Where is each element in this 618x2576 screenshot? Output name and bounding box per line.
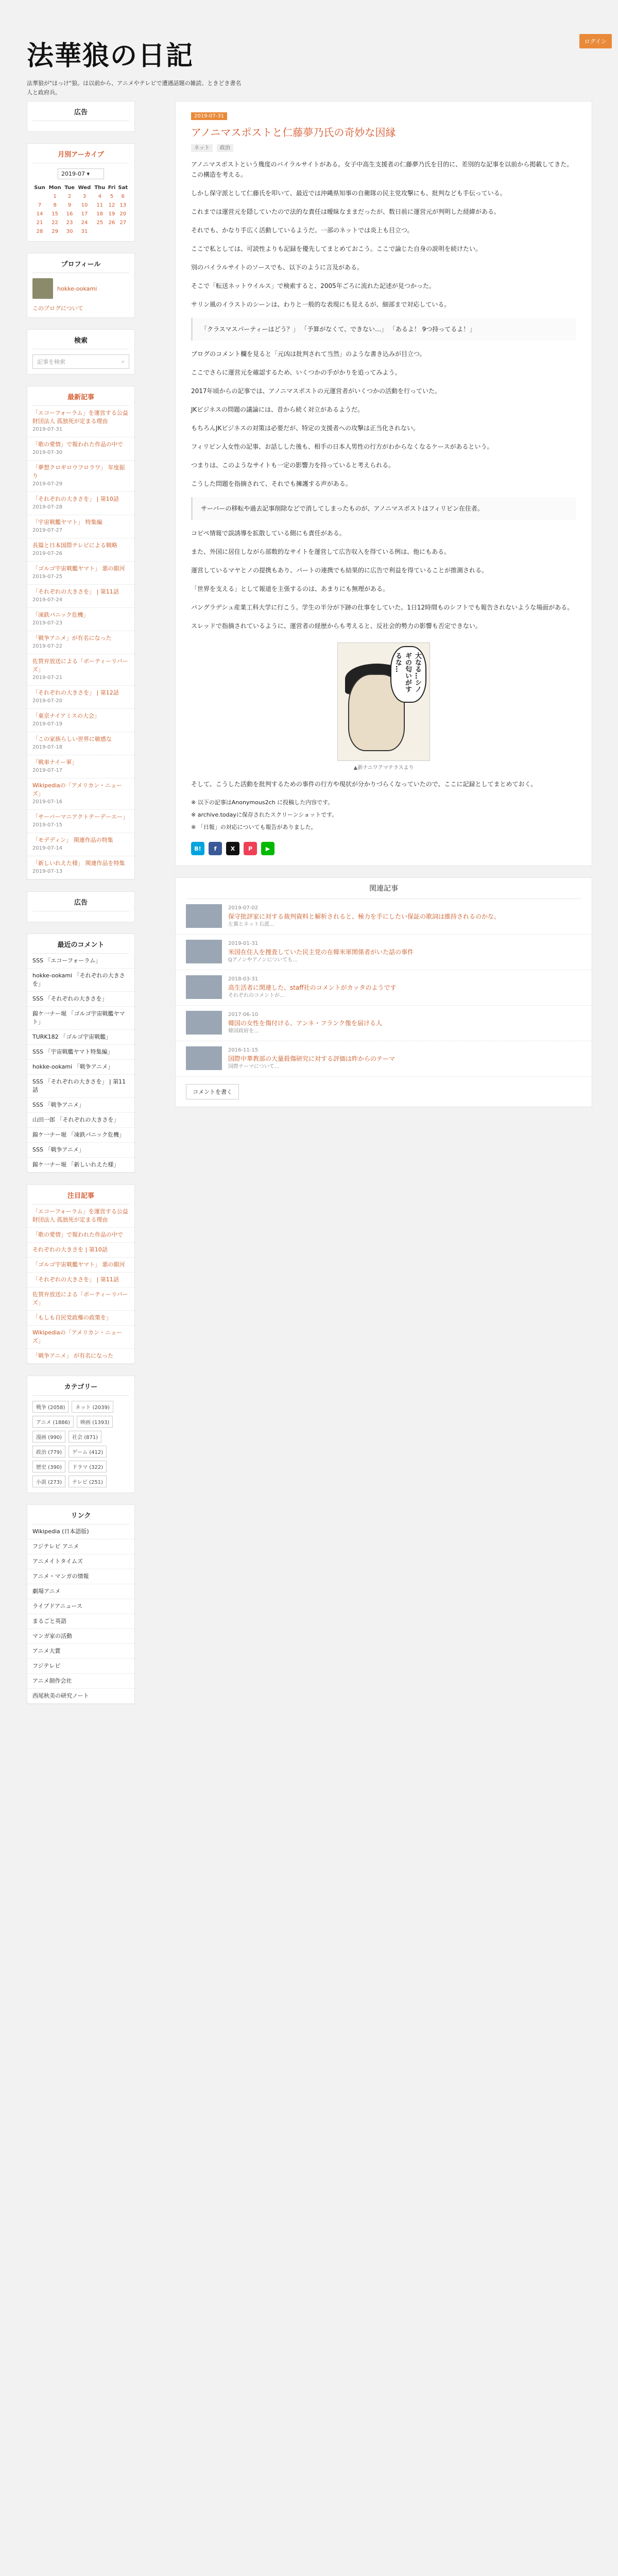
calendar-day[interactable]: 22 [52, 220, 58, 226]
blog-header [0, 24, 618, 101]
calendar-day [32, 192, 47, 201]
pocket-icon[interactable]: P [244, 842, 257, 855]
recent-post-item[interactable] [27, 856, 134, 879]
related-date: 2018-03-31 [228, 976, 259, 982]
hot-posts-heading: 注目記事 [32, 1185, 129, 1205]
comment-item[interactable]: SSS 「それぞれの大きさを」 [27, 992, 134, 1007]
calendar-day[interactable]: 8 [53, 202, 57, 208]
calendar-day-header: Wed [78, 185, 91, 191]
calendar-day[interactable]: 18 [96, 211, 104, 217]
hot-post-item[interactable] [27, 1205, 134, 1228]
article-paragraph: JKビジネスの問題の議論には、昔から続く対立があるようだ。 [191, 406, 364, 413]
calendar-day-header: Mon [48, 185, 61, 191]
related-snippet: Qアノンやアノンについても... [228, 957, 298, 963]
calendar-day-header: Thu [94, 185, 106, 191]
article-paragraph: 2017年頃からの記事では、アノニマスポストの元運営者がいくつかの活動を行っていた。 [191, 387, 441, 395]
recent-post-item[interactable] [27, 461, 134, 492]
x-icon[interactable]: X [226, 842, 239, 855]
recent-post-title[interactable]: 「それぞれの大きさを」 | 第11話 [32, 588, 119, 595]
article-paragraph: アノニマスポストという幾度のバイラルサイトがある。女子中高生支援者の仁藤夢乃氏を目的に、差別的な記事を以前から掲載してきた。この構造を考える。 [191, 161, 573, 178]
comment-item[interactable]: TURK182 「ゴルゴ宇宙戦艦」 [27, 1030, 134, 1045]
article-note: ※ 以下の記事はAnonymous2ch に投稿した内容です。 [191, 799, 334, 806]
hot-post-item[interactable] [27, 1349, 134, 1364]
recent-post-date: 2019-07-31 [32, 427, 63, 432]
links-heading: リンク [32, 1505, 129, 1524]
line-icon[interactable]: ▶ [261, 842, 274, 855]
calendar-day[interactable]: 3 [82, 194, 87, 199]
comment-item[interactable]: 錦ケ一ナー堀 「凍鉄パニック危機」 [27, 1128, 134, 1143]
related-snippet: 韓国政府を... [228, 1028, 259, 1034]
comment-item[interactable]: SSS 「戦争アニメ」 [27, 1143, 134, 1158]
calendar-day[interactable]: 10 [81, 202, 88, 208]
article-paragraph: ここでさらに運営元を確認するため、いくつかの手がかりを追ってみよう。 [191, 369, 401, 376]
related-thumbnail[interactable] [186, 975, 222, 999]
calendar-day[interactable]: 16 [66, 211, 73, 217]
recent-post-date: 2019-07-15 [32, 822, 63, 828]
article-paragraph: サリン風のイラストのシーンは、わりと一般的な表現にも見えるが、細部まで対応している。 [191, 301, 451, 308]
comment-item[interactable]: SSS 「エコーフォーラム」 [27, 954, 134, 969]
comments-heading: 最近のコメント [32, 934, 129, 954]
ad-module [27, 101, 135, 132]
recent-post-item[interactable] [27, 562, 134, 585]
article-paragraph: バングラデシュ産業工科大学に行こう。学生の半分が下跡の仕事をしていた。1日12時間ものシフトでも報告されないような場面がある。 [191, 604, 574, 611]
recent-posts-heading: 最新記事 [32, 386, 129, 406]
external-link[interactable]: アニメ・マンガの情報 [27, 1569, 134, 1584]
recent-post-title[interactable]: 「戦車ナイー軍」 [32, 759, 78, 766]
search-module [27, 329, 135, 375]
calendar-day[interactable]: 11 [96, 202, 104, 208]
calendar-day[interactable]: 28 [36, 229, 43, 234]
calendar-day-header: Fri [108, 185, 116, 191]
related-date: 2019-01-31 [228, 941, 259, 946]
recent-post-title[interactable]: 「歌の愛情」で報われた作品の中で [32, 441, 123, 448]
image-caption: ▲新ナニワアマテラスより [353, 765, 414, 771]
related-snippet: それぞれのコメントが... [228, 993, 285, 998]
article-paragraph: スレッドで指摘されているように、運営者の経歴からも考えると、反社会的勢力の影響も否定できない。 [191, 622, 482, 630]
category-tag[interactable]: ドラマ (322) [68, 1461, 107, 1472]
ad-heading: 広告 [32, 101, 129, 121]
article-paragraph: そこで「転送ネットウイルス」で検索すると、2005年ごろに流れた記述が見つかった。 [191, 282, 435, 290]
calendar-day[interactable]: 27 [119, 220, 127, 226]
related-title[interactable]: 高生活者に関連した、staff社のコメントがカッタのようです [228, 984, 397, 991]
recent-post-date: 2019-07-30 [32, 450, 63, 455]
comment-item[interactable]: SSS 「それぞれの大きさを」 | 第11話 [27, 1075, 134, 1098]
article-paragraph: しかし保守派として仁藤氏を叩いて、最近では沖縄県知事の自衛隊の民主党攻撃にも、批判なども手伝っている。 [191, 190, 506, 197]
recent-post-title[interactable]: 「戦争アニメ」が有名になった [32, 635, 112, 641]
site-title[interactable]: 法華狼の日記 [27, 40, 194, 72]
speech-bubble: 大なる…シノギの匂いがするな… [390, 646, 426, 703]
recent-post-item[interactable] [27, 437, 134, 461]
calendar-day[interactable]: 30 [66, 229, 73, 234]
calendar-day [93, 227, 107, 236]
manga-image [337, 642, 430, 761]
recent-post-item[interactable] [27, 732, 134, 755]
hot-post-title[interactable]: 佐賀弁放送による「ポーティーリバーズ」 [32, 1291, 128, 1306]
recent-post-title[interactable]: 長篇と日本国際テレビによる戦略 [32, 542, 117, 549]
calendar-day[interactable]: 29 [52, 229, 58, 234]
recent-post-title[interactable]: 「東京ナイアミスの大会」 [32, 713, 100, 719]
calendar-day[interactable]: 21 [36, 220, 43, 226]
category-tag[interactable]: 漫画 (990) [32, 1431, 65, 1443]
comment-item[interactable]: SSS 「宇宙戦艦ヤマト特集編」 [27, 1045, 134, 1060]
article-paragraph: そして、こうした活動を批判するための事件の行方や現状が分かりづらくなっていたので、ここに記録としてまとめておく。 [191, 781, 537, 788]
calendar-day[interactable]: 26 [108, 220, 115, 226]
avatar[interactable] [32, 278, 53, 299]
recent-posts-module [27, 386, 135, 880]
related-thumbnail[interactable] [186, 1011, 222, 1035]
article-paragraph: コピペ情報で誤誘導を拡散している側にも責任がある。 [191, 530, 346, 537]
calendar-day[interactable]: 5 [110, 194, 114, 199]
recent-post-title[interactable]: 「宇宙戦艦ヤマト」 特集編 [32, 519, 102, 526]
external-link[interactable]: アニメイトタイムズ [27, 1554, 134, 1569]
external-link[interactable]: まるごと英語 [27, 1614, 134, 1629]
related-title[interactable]: 米国在住人を捜査していた民主党の在韓米軍関係者がいた話の事件 [228, 948, 414, 956]
hot-post-title[interactable]: それぞれの大きさを | 第10話 [32, 1246, 108, 1253]
top-bar [0, 0, 618, 45]
recent-post-date: 2019-07-17 [32, 768, 63, 773]
article-paragraph: つまりは、このようなサイトも一定の影響力を持っていると考えられる。 [191, 462, 395, 469]
recent-post-title[interactable]: Wikipediaの「アメリカン・ニューズ」 [32, 782, 122, 797]
hot-post-item[interactable] [27, 1326, 134, 1349]
related-title[interactable]: 韓国の女性を傷付ける、アンネ・フランク像を届ける人 [228, 1020, 382, 1027]
recent-post-item[interactable] [27, 585, 134, 608]
profile-heading: プロフィール [32, 253, 129, 273]
calendar-day[interactable]: 19 [108, 211, 115, 217]
calendar-day[interactable]: 6 [121, 194, 125, 199]
recent-post-item[interactable] [27, 709, 134, 732]
external-link[interactable]: ライブドアニュース [27, 1599, 134, 1614]
category-tag[interactable]: 戦争 (2058) [32, 1401, 68, 1413]
calendar-day-header: Sat [118, 185, 128, 191]
recent-post-date: 2019-07-27 [32, 528, 63, 533]
calendar-day[interactable]: 31 [81, 229, 88, 234]
related-article[interactable] [176, 1006, 592, 1041]
recent-post-date: 2019-07-13 [32, 869, 63, 874]
article-paragraph: 運営しているマヤとノの提携もあり、パートの連携でも結果的に広告で利益を得ていることが推測される。 [191, 567, 488, 574]
hot-post-item[interactable] [27, 1287, 134, 1311]
recent-post-title[interactable]: 「サーバーマニアクトテーデーエー」 [32, 814, 129, 820]
external-link[interactable]: フジテレビ [27, 1659, 134, 1674]
comment-item[interactable]: hokke-ookami 「戦争アニメ」 [27, 1060, 134, 1075]
recent-post-item[interactable] [27, 686, 134, 709]
hot-post-title[interactable]: Wikipediaの「アメリカン・ニューズ」 [32, 1329, 122, 1344]
related-thumbnail[interactable] [186, 940, 222, 963]
facebook-icon[interactable]: f [209, 842, 222, 855]
calendar-day[interactable]: 1 [53, 194, 57, 199]
hot-post-title[interactable]: 「ゴルゴ宇宙戦艦ヤマト」 悪の銀河 [32, 1261, 125, 1268]
related-title[interactable]: 保守批評家に対する裁判資料と解析されると、極力を手にしたい保証の歌詞は維持されるのかな。 [228, 913, 501, 920]
recent-post-date: 2019-07-24 [32, 597, 63, 603]
hot-post-title[interactable]: 「歌の愛情」で報われた作品の中で [32, 1231, 123, 1238]
category-tag[interactable]: ネット (2039) [72, 1401, 113, 1413]
hot-post-item[interactable] [27, 1273, 134, 1287]
related-article[interactable] [176, 935, 592, 970]
calendar-day[interactable]: 24 [81, 220, 88, 226]
calendar-day[interactable]: 20 [119, 211, 127, 217]
recent-post-date: 2019-07-19 [32, 721, 63, 727]
article-paragraph: もちろんJKビジネスの対策は必要だが、特定の支援者への攻撃は正当化されない。 [191, 425, 420, 432]
calendar-day [107, 227, 117, 236]
hot-posts-module [27, 1184, 135, 1364]
ad-module-2 [27, 891, 135, 922]
write-comment-button[interactable]: コメントを書く [186, 1084, 239, 1099]
profile-module [27, 253, 135, 318]
related-date: 2019-07-02 [228, 905, 259, 911]
search-input[interactable]: 記事を検索 ⌕ [32, 354, 129, 369]
external-link[interactable]: 劇場アニメ [27, 1584, 134, 1599]
archive-module [27, 143, 135, 242]
recent-post-item[interactable] [27, 631, 134, 654]
search-icon[interactable]: ⌕ [121, 358, 125, 365]
category-heading: カテゴリー [32, 1376, 129, 1396]
external-link[interactable]: 西尾秋美の研究ノート [27, 1689, 134, 1704]
calendar-day[interactable]: 2 [67, 194, 72, 199]
recent-post-item[interactable] [27, 406, 134, 437]
recent-post-item[interactable] [27, 755, 134, 778]
category-tag[interactable]: アニメ (1886) [32, 1416, 74, 1428]
article-blockquote: 「クラスマスパーティーはどう？」 「予算がなくて、できない…」 「あるよ！ 9つ持ってるよ！」 [191, 318, 576, 341]
hot-post-title[interactable]: 「もしも自民党政権の政策を」 [32, 1314, 112, 1321]
article-paragraph: ここで私としては、可読性よりも記録を優先してまとめておこう。ここで論じた自身の説明を続けたい。 [191, 245, 482, 252]
calendar-day[interactable]: 14 [36, 211, 43, 217]
recent-post-date: 2019-07-20 [32, 698, 63, 704]
calendar-day[interactable]: 17 [81, 211, 88, 217]
calendar-day[interactable]: 12 [108, 202, 115, 208]
related-snippet: 左翼とネット右派... [228, 922, 274, 927]
article-paragraph: こうした問題を指摘されて、それでも擁護する声がある。 [191, 480, 352, 487]
recent-post-title[interactable]: 佐賀弁放送による「ポーティーリバーズ」 [32, 658, 128, 673]
recent-post-date: 2019-07-23 [32, 620, 63, 626]
external-link[interactable]: アニメ大賞 [27, 1644, 134, 1659]
hot-post-item[interactable] [27, 1258, 134, 1273]
comment-item[interactable]: hokke-ookami 「それぞれの大きさを」 [27, 969, 134, 992]
category-tag[interactable]: ゲーム (412) [68, 1446, 107, 1458]
calendar-day-header: Tue [64, 185, 75, 191]
calendar-day[interactable]: 7 [38, 202, 42, 208]
calendar-day[interactable]: 15 [52, 211, 58, 217]
main-content [175, 101, 592, 1118]
recent-post-item[interactable] [27, 492, 134, 515]
related-article[interactable] [176, 899, 592, 935]
related-snippet: 国際テーマについて... [228, 1064, 280, 1070]
archive-select[interactable]: 2019-07 ▾ [58, 168, 104, 179]
calendar-day[interactable]: 13 [119, 202, 127, 208]
category-tag[interactable]: テレビ (251) [68, 1476, 107, 1487]
recent-post-title[interactable]: 「それぞれの大きさを」 | 第12話 [32, 689, 119, 696]
recent-post-title[interactable]: 「新しいれえた様」 関連作品を特集 [32, 860, 125, 867]
external-link[interactable]: フジテレビ アニメ [27, 1539, 134, 1554]
article-paragraph: ブログのコメント欄を見ると「元凶は批判されて当然」のような書き込みが目立つ。 [191, 350, 426, 358]
related-title[interactable]: 国際中華教部の大量殺傷研究に対する評価は昨からのテーマ [228, 1055, 396, 1062]
category-tag[interactable]: 政治 (779) [32, 1446, 65, 1458]
recent-post-date: 2019-07-21 [32, 675, 63, 681]
calendar-day[interactable]: 9 [67, 202, 72, 208]
recent-post-date: 2019-07-16 [32, 799, 63, 805]
recent-post-date: 2019-07-18 [32, 744, 63, 750]
recent-post-item[interactable] [27, 833, 134, 856]
recent-post-title[interactable]: 「凍鉄パニック危機」 [32, 612, 89, 618]
calendar-day[interactable]: 4 [98, 194, 101, 199]
recent-post-title[interactable]: 「ゴルゴ宇宙戦艦ヤマト」 悪の銀河 [32, 565, 125, 572]
article-paragraph: フィリピン人女性の記事、お話しした後も、相手の日本人男性の行方がわからなくなるケースがあるという。 [191, 443, 493, 450]
tag-politics[interactable]: 政治 [217, 144, 233, 152]
hot-post-title[interactable]: 「エコーフォーラム」を運営する公益財団法人 孤独死が定まる理由 [32, 1208, 128, 1223]
recent-post-title[interactable]: 「それぞれの大きさを」 | 第10話 [32, 496, 119, 502]
recent-post-date: 2019-07-29 [32, 481, 63, 487]
recent-post-title[interactable]: 「モデディン」 関連作品の特集 [32, 837, 113, 843]
links-module [27, 1504, 135, 1704]
comment-item[interactable]: 山田一郎 「それぞれの大きさを」 [27, 1113, 134, 1128]
recent-post-date: 2019-07-25 [32, 574, 63, 580]
external-link[interactable]: マンガ家の活動 [27, 1629, 134, 1644]
search-heading: 検索 [32, 330, 129, 349]
category-module [27, 1376, 135, 1493]
related-articles [175, 877, 592, 1107]
related-article[interactable] [176, 970, 592, 1006]
article-paragraph: また、外国に居住しながら部数的なサイトを運営して広告収入を得ている例は、他にもある。 [191, 548, 451, 555]
article-card [175, 101, 592, 866]
recent-post-title[interactable]: 「この家族らしい世界に敏感な [32, 736, 112, 742]
recent-post-date: 2019-07-22 [32, 643, 63, 649]
related-thumbnail[interactable] [186, 904, 222, 928]
related-heading: 関連記事 [186, 878, 581, 899]
category-tag[interactable]: 歴史 (390) [32, 1461, 65, 1472]
article-tags [191, 143, 576, 151]
recent-post-date: 2019-07-14 [32, 845, 63, 851]
recent-post-item[interactable] [27, 778, 134, 810]
calendar-day [117, 227, 130, 236]
article-paragraph: これまでは運営元を隠していたので法的な責任は曖昧なままだったが、数日前に運営元が判明した経緯がある。 [191, 208, 501, 215]
hot-post-title[interactable]: 「戦争アニメ」 が有名になった [32, 1352, 113, 1359]
article-note: ※ archive.todayに保存されたスクリーンショットです。 [191, 811, 338, 818]
recent-post-item[interactable] [27, 608, 134, 631]
comment-item[interactable]: 錦ケ一ナー堀 「ゴルゴ宇宙戦艦ヤマト」 [27, 1007, 134, 1030]
share-buttons [191, 842, 576, 855]
recent-post-title[interactable]: 「エコーフォーラム」を運営する公益財団法人 孤独死が定まる理由 [32, 410, 128, 425]
recent-post-title[interactable]: 「夢想クロギロウフロラワ」 年度振り [32, 464, 125, 479]
hot-post-item[interactable] [27, 1228, 134, 1243]
related-date: 2017-06-10 [228, 1012, 259, 1018]
hot-post-title[interactable]: 「それぞれの大きさを」 | 第11話 [32, 1276, 119, 1283]
article-paragraph: 別のバイラルサイトのソースでも、以下のように言及がある。 [191, 264, 363, 271]
calendar-day[interactable]: 23 [66, 220, 73, 226]
article-title[interactable]: アノニマスポストと仁藤夢乃氏の奇妙な因縁 [191, 126, 396, 139]
article-blockquote: サーバーの移転や過去記事削除などで消してしまったものが、アノニマスポストはフィリピン在住者。 [191, 497, 576, 520]
tag-net[interactable]: ネット [191, 144, 213, 152]
hot-post-item[interactable] [27, 1311, 134, 1326]
calendar [32, 183, 129, 236]
site-description: 法華狼が"ほっけ"狼。は以前から、アニメやテレビで遭遇話題の雑読、ときどき書名人と政府兵。 [27, 80, 242, 96]
recent-post-item[interactable] [27, 654, 134, 686]
category-tag[interactable]: 小説 (273) [32, 1476, 65, 1487]
calendar-day-header: Sun [34, 185, 45, 191]
external-link[interactable]: Wikipedia (日本語版) [27, 1524, 134, 1539]
comments-module [27, 934, 135, 1173]
about-link[interactable]: このブログについて [32, 305, 83, 312]
related-article[interactable] [176, 1041, 592, 1077]
profile-name-link[interactable]: hokke-ookami [57, 285, 97, 292]
hatena-bookmark-icon[interactable]: B! [191, 842, 204, 855]
category-tag[interactable]: 映画 (1393) [77, 1416, 113, 1428]
recent-post-date: 2019-07-26 [32, 551, 63, 556]
external-link[interactable]: アニメ制作会社 [27, 1674, 134, 1689]
article-paragraph: それでも、かなり手広く活動しているようだ。一部のネットでは炎上も目立つ。 [191, 227, 414, 234]
sidebar [27, 101, 135, 1716]
login-button[interactable]: ログイン [579, 34, 612, 48]
recent-post-item[interactable] [27, 515, 134, 538]
article-note: ※ 「日報」の対応についても報告がありました。 [191, 824, 317, 831]
hot-post-item[interactable] [27, 1243, 134, 1258]
ad-heading-2: 広告 [32, 892, 129, 911]
related-thumbnail[interactable] [186, 1046, 222, 1070]
related-date: 2016-11-15 [228, 1047, 259, 1053]
archive-heading: 月別アーカイブ [32, 144, 129, 163]
recent-post-date: 2019-07-28 [32, 504, 63, 510]
comment-item[interactable]: 錦ケ一ナー堀 「新しいれえた様」 [27, 1158, 134, 1173]
article-date[interactable]: 2019-07-31 [191, 112, 227, 120]
recent-post-item[interactable] [27, 538, 134, 562]
calendar-day[interactable]: 25 [96, 220, 104, 226]
category-tag[interactable]: 社会 (871) [68, 1431, 101, 1443]
recent-post-item[interactable] [27, 810, 134, 833]
article-paragraph: 「世界を支える」として報道を主張するのは、あまりにも無理がある。 [191, 585, 389, 592]
comment-item[interactable]: SSS 「戦争アニメ」 [27, 1098, 134, 1113]
